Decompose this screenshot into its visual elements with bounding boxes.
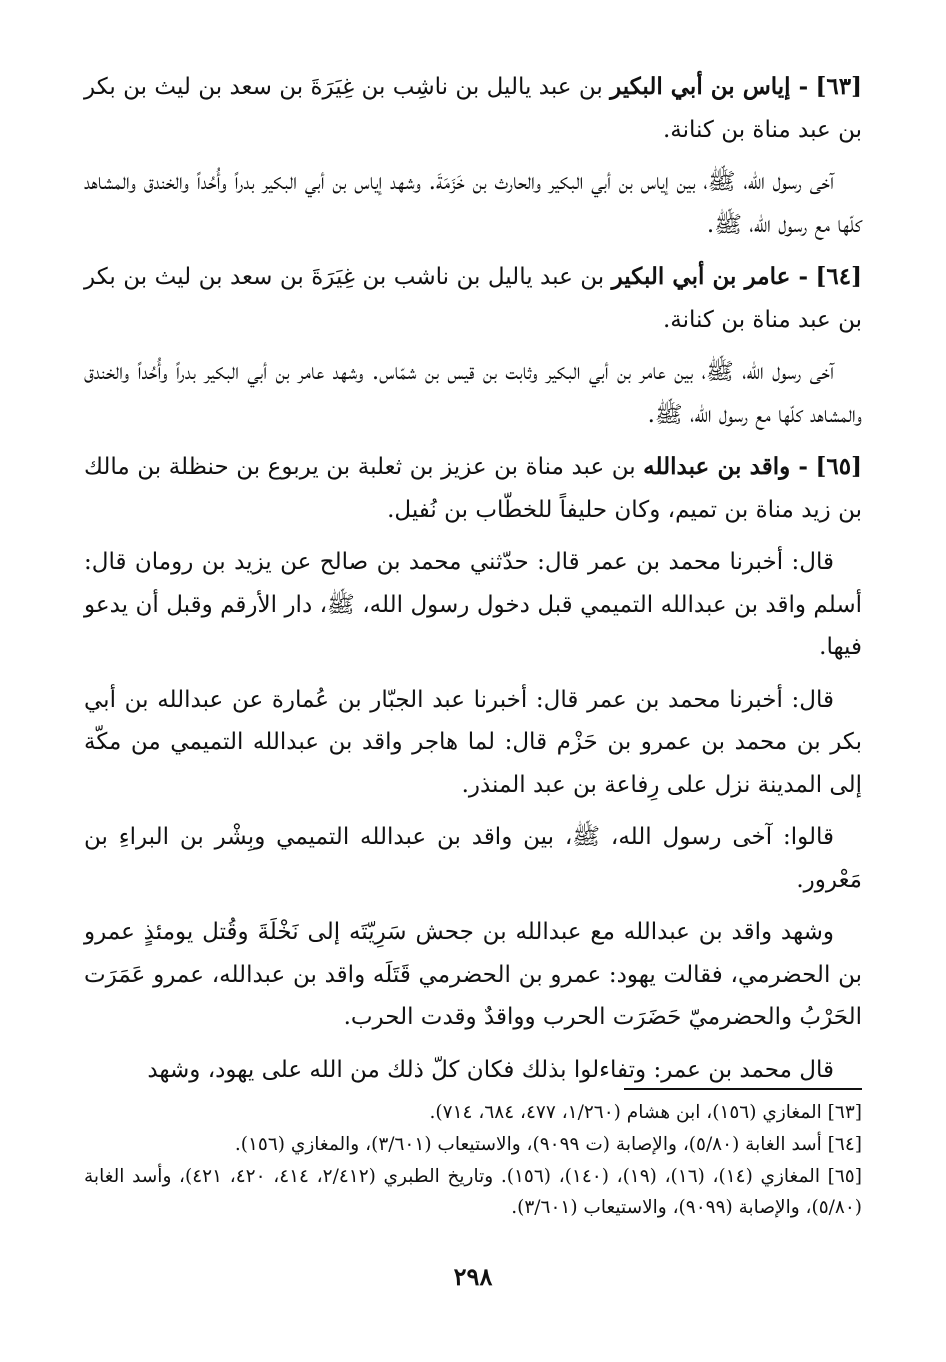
- entry-number: [٦٣]: [815, 73, 862, 100]
- page-number: ٢٩٨: [453, 1262, 493, 1291]
- paragraph-text: بن عبد ياليل بن ناشِب بن غِيَرَةَ بن سعد بن ليث بن بكر بن عبد مناة بن كنانة.: [84, 74, 862, 143]
- main-text: [84, 66, 862, 1101]
- paragraph: قالوا: آخى رسول الله، ﷺ، بين واقد بن عبدالله التميمي وبِشْر بن البراءِ بن مَعْرور.: [84, 824, 862, 893]
- entry-name: - إياس بن أبي البكير: [610, 73, 809, 100]
- entry-65-heading: [84, 446, 862, 531]
- entry-name: - واقد بن عبدالله: [643, 453, 808, 480]
- paragraph-text: بن عبد مناة بن عزيز بن ثعلبة بن يربوع بن حنظلة بن مالك بن زيد مناة بن تميم، وكان حليفاً للخطّاب بن نُفيل.: [84, 454, 862, 523]
- paragraph: آخى رسول الله، ﷺ، بين عامر بن أبي البكير وثابت بن قيس بن شمّاس. وشهد عامر بن أبي البكير بدراً وأُحُداً والخندق والمشاهد كلّها مع رسول الله، ﷺ.: [84, 359, 862, 428]
- paragraph: قال: أخبرنا محمد بن عمر قال: حدّثني محمد بن صالح عن يزيد بن رومان قال: أسلم واقد بن عبدالله التميمي قبل دخول رسول الله، ﷺ، دار الأرقم وقبل أن يدعو فيها.: [84, 549, 862, 660]
- footnote: [٦٥] المغازي (١٤)، (١٦)، (١٩)، (١٤٠)، (١٥٦). وتاريخ الطبري (٢/٤١٢، ٤١٤، ٤٢٠، ٤٢١)، وأسد الغابة (٥/٨٠)، والإصابة (٩٠٩٩)، والاستيعاب (٣/٦٠١).: [84, 1166, 862, 1218]
- footnote: [٦٣] المغازي (١٥٦)، ابن هشام (١/٢٦٠، ٤٧٧، ٦٨٤، ٧١٤).: [429, 1102, 862, 1123]
- paragraph: قال محمد بن عمر: وتفاءلوا بذلك فكان كلّ ذلك من الله على يهود، وشهد: [147, 1056, 834, 1083]
- entry-64-heading: [84, 256, 862, 341]
- footnote-divider: [624, 1088, 862, 1090]
- paragraph: قال: أخبرنا محمد بن عمر قال: أخبرنا عبد الجبّار بن عُمارة عن عبدالله بن أبي بكر بن محمد بن عمرو بن حَزْم قال: لما هاجر واقد بن عبدالله التميمي من مكّة إلى المدينة نزل على رِفاعة بن عبد المنذر.: [84, 686, 862, 798]
- footnotes: [84, 1097, 862, 1224]
- footnote: [٦٤] أسد الغابة (٥/٨٠)، والإصابة (ت ٩٠٩٩)، والاستيعاب (٣/٦٠١)، والمغازي (١٥٦).: [234, 1134, 862, 1155]
- entry-name: - عامر بن أبي البكير: [611, 263, 809, 290]
- entry-number: [٦٥]: [815, 453, 863, 480]
- paragraph-text: بن عبد ياليل بن ناشب بن غِيَرَةَ بن سعد بن ليث بن بكر بن عبد مناة بن كنانة.: [84, 264, 862, 333]
- paragraph: وشهد واقد بن عبدالله مع عبدالله بن جحش سَرِيّتَه إلى نَخْلَةَ وقُتل يومئذٍ عمرو بن الحضرمي، فقالت يهود: عمرو بن الحضرمي قَتَلَه واقد بن عبدالله، عمرو عَمَرَت الحَرْبُ والحضرميّ حَضَرَت الحرب وواقدٌ وقدت الحرب.: [84, 919, 862, 1030]
- entry-63-heading: [84, 66, 862, 151]
- entry-number: [٦٤]: [815, 263, 863, 290]
- paragraph: آخى رسول الله، ﷺ، بين إياس بن أبي البكير والحارث بن خَزَمَةَ. وشهد إياس بن أبي البكير بدراً وأُحُداً والخندق والمشاهد كلّها مع رسول الله، ﷺ.: [84, 169, 862, 238]
